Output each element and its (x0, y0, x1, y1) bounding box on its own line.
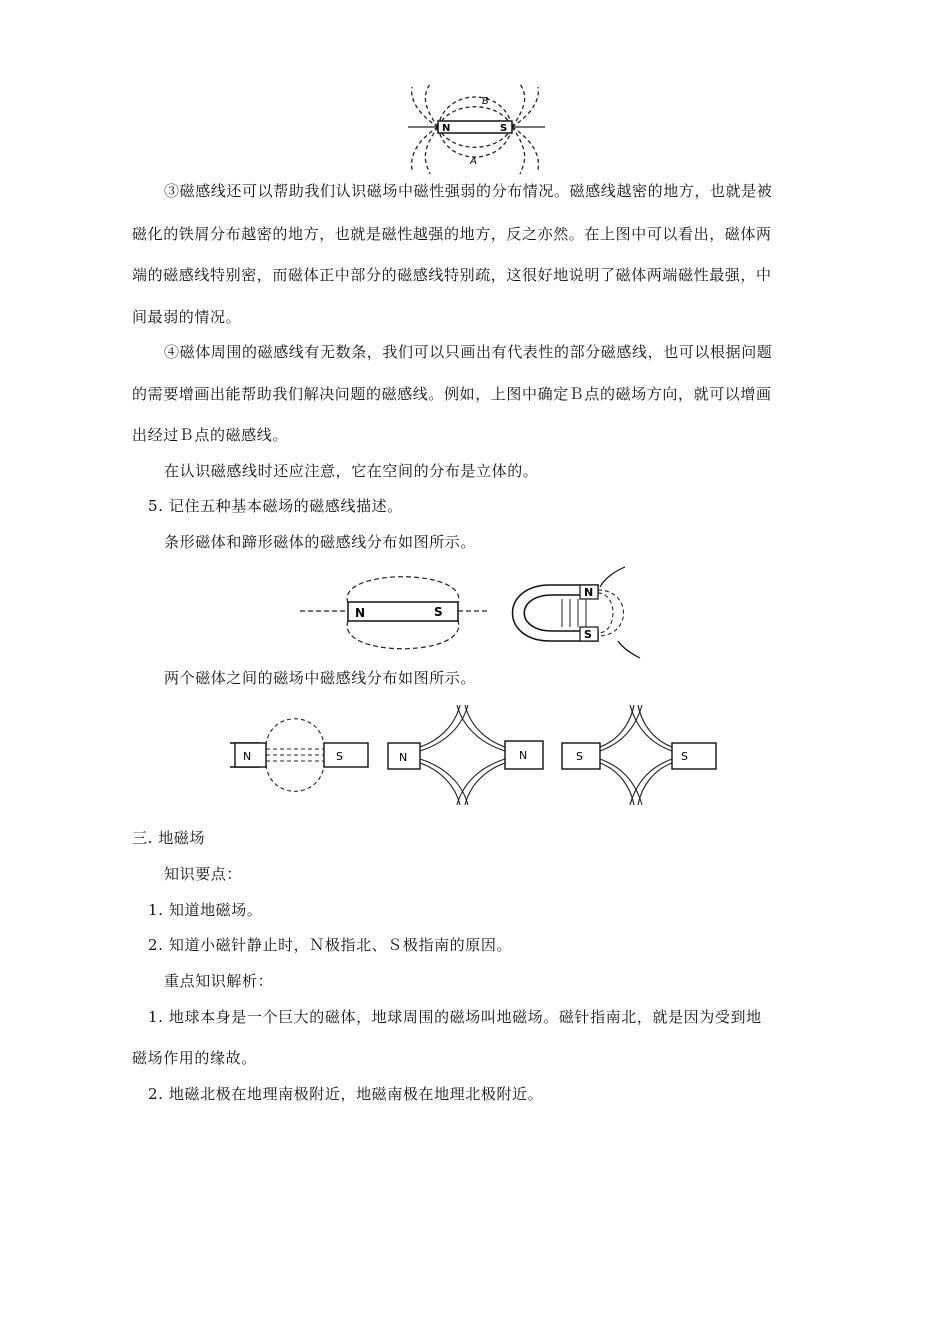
para4-line2: 的需要增画出能帮助我们解决问题的磁感线。例如，上图中确定Ｂ点的磁场方向，就可以增画 (132, 385, 772, 403)
para4-line1: ④磁体周围的磁感线有无数条，我们可以只画出有代表性的部分磁感线，也可以根据问题 (164, 343, 773, 361)
bar-magnet-field-figure (400, 82, 550, 177)
pair2-left-label: N (399, 751, 408, 764)
note-text: 在认识磁感线时还应注意，它在空间的分布是立体的。 (164, 462, 539, 480)
pair1-right-label: S (336, 750, 343, 763)
pair2-right-label: N (519, 749, 528, 762)
analysis2: 2. 地磁北极在地理南极附近，地磁南极在地理北极附近。 (148, 1085, 544, 1103)
analysis1-line2: 磁场作用的缘故。 (132, 1049, 257, 1067)
caption1: 条形磁体和蹄形磁体的磁感线分布如图所示。 (164, 533, 477, 551)
point2: 2. 知道小磁针静止时，Ｎ极指北、Ｓ极指南的原因。 (148, 936, 513, 954)
item5: 5. 记住五种基本磁场的磁感线描述。 (148, 497, 403, 515)
bar-s-label: S (500, 123, 508, 134)
section3-heading: 三. 地磁场 (132, 829, 206, 847)
point-a-label: A (470, 156, 477, 167)
para4-line3: 出经过Ｂ点的磁感线。 (132, 426, 289, 444)
caption2: 两个磁体之间的磁场中磁感线分布如图所示。 (164, 669, 477, 687)
bar-and-horseshoe-figure (300, 563, 650, 663)
pair1-left-label: N (243, 750, 252, 763)
two-magnet-fields-figure (230, 705, 720, 805)
point-b-label: B (482, 96, 489, 107)
points-title: 知识要点： (164, 865, 243, 883)
analysis1-line1: 1. 地球本身是一个巨大的磁体，地球周围的磁场叫地磁场。磁针指南北，就是因为受到地 (148, 1008, 762, 1026)
pair3-left-label: S (576, 750, 583, 763)
pair3-right-label: S (681, 750, 688, 763)
horseshoe-s-label: S (584, 628, 592, 641)
para3-line1: ③磁感线还可以帮助我们认识磁场中磁性强弱的分布情况。磁感线越密的地方，也就是被 (164, 182, 773, 200)
analysis-title: 重点知识解析： (164, 972, 274, 990)
bar-n-label: N (442, 123, 451, 134)
bar2-s-label: S (434, 605, 443, 619)
para3-line2: 磁化的铁屑分布越密的地方，也就是磁性越强的地方，反之亦然。在上图中可以看出，磁体两 (132, 225, 772, 243)
bar2-n-label: N (355, 606, 366, 620)
point1: 1. 知道地磁场。 (148, 901, 263, 919)
horseshoe-n-label: N (584, 586, 594, 599)
para3-line3: 端的磁感线特别密，而磁体正中部分的磁感线特别疏，这很好地说明了磁体两端磁性最强，中 (132, 266, 772, 284)
para3-line4: 间最弱的情况。 (132, 308, 242, 326)
